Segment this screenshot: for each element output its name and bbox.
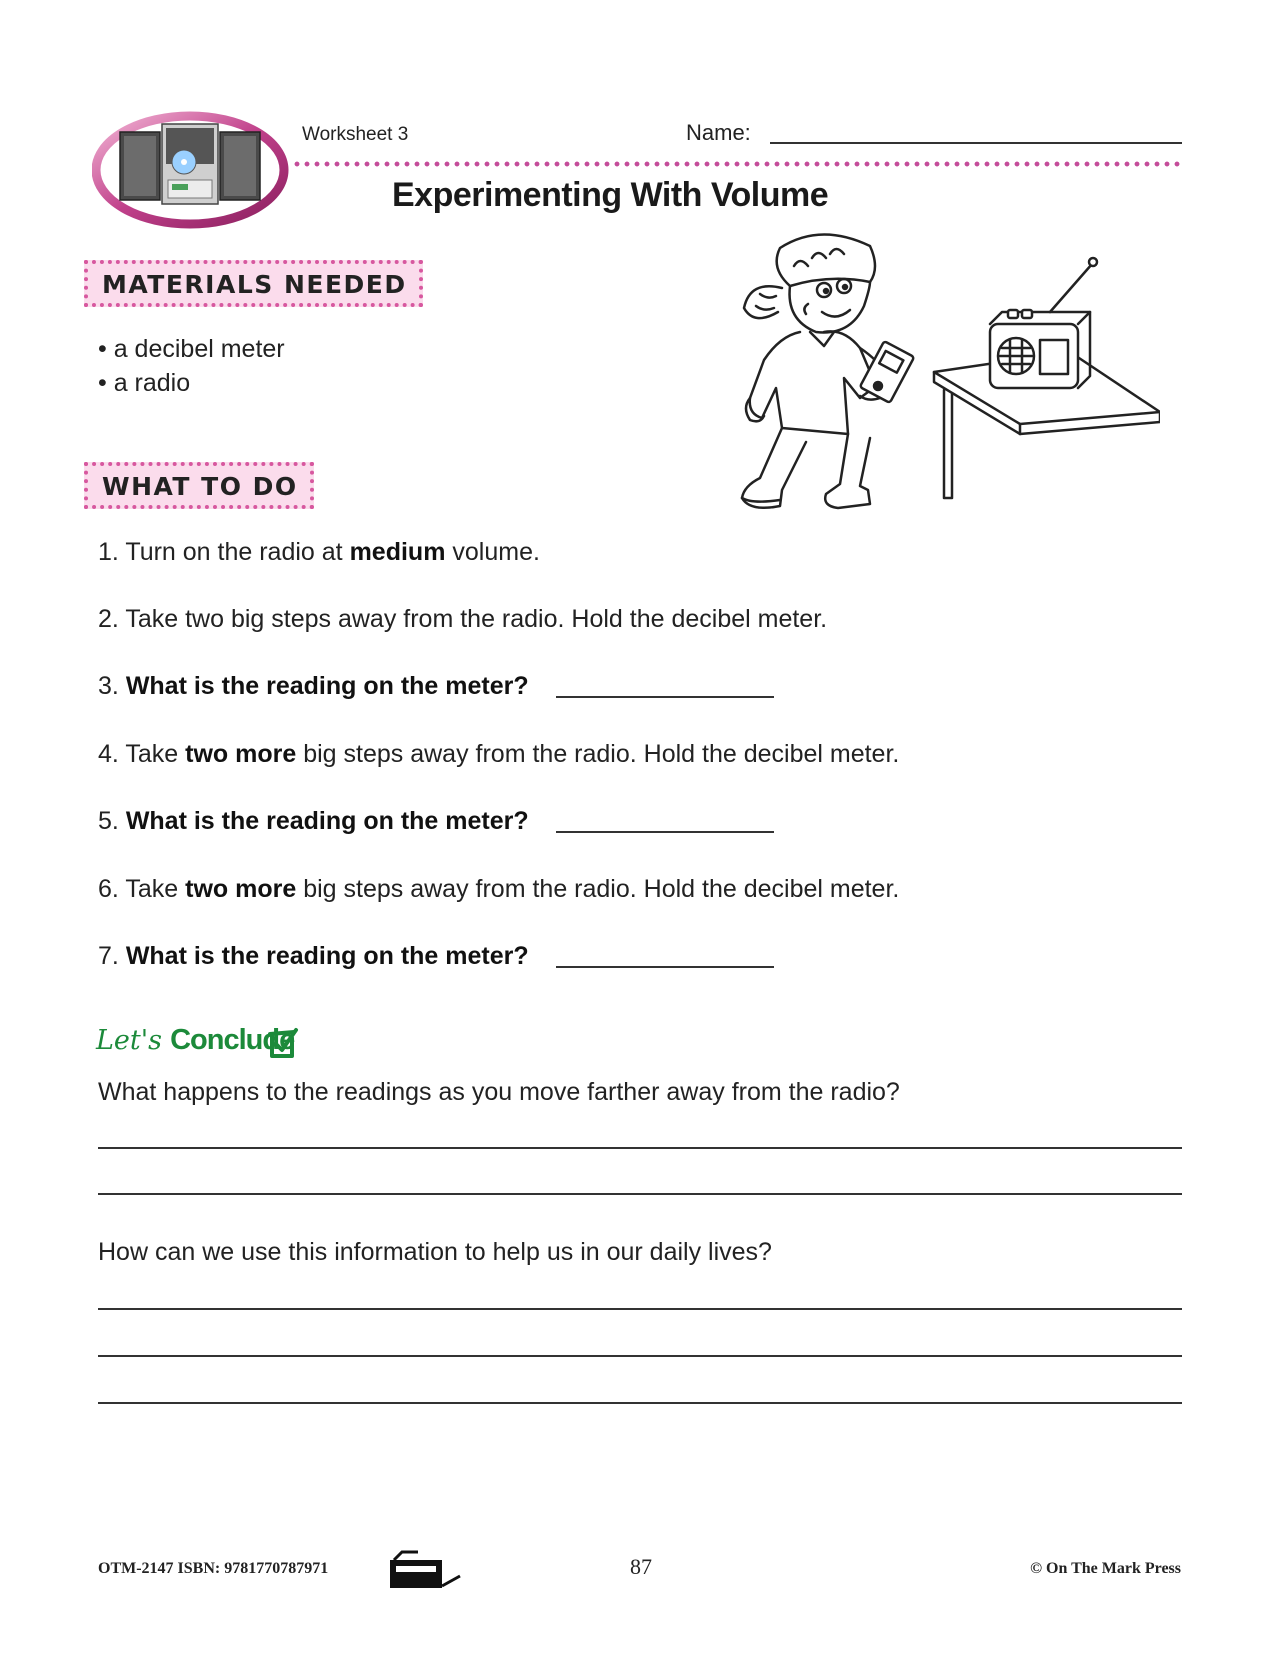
answer-line-q2-a[interactable] — [98, 1308, 1182, 1310]
answer-line-q1-a[interactable] — [98, 1147, 1182, 1149]
answer-line-q2-c[interactable] — [98, 1402, 1182, 1404]
answer-line-3[interactable] — [556, 695, 774, 698]
step-1: 1. Turn on the radio at medium volume. — [98, 538, 540, 566]
name-label: Name: — [686, 120, 751, 145]
step-6: 6. Take two more big steps away from the radio. Hold the decibel meter. — [98, 875, 900, 903]
what-to-do-heading: WHAT TO DO — [84, 462, 314, 509]
answer-line-5[interactable] — [556, 830, 774, 833]
stereo-badge-icon — [92, 110, 292, 230]
conclude-question-1: What happens to the readings as you move farther away from the radio? — [98, 1078, 900, 1106]
girl-with-decibel-meter-illustration — [720, 228, 1160, 550]
worksheet-label: Worksheet 3 — [302, 124, 409, 145]
answer-line-q2-b[interactable] — [98, 1355, 1182, 1357]
list-item: • a radio — [98, 369, 191, 397]
header-dotted-divider — [292, 160, 1184, 168]
name-input-line[interactable] — [770, 142, 1182, 144]
footer-publisher: © On The Mark Press — [1030, 1560, 1181, 1577]
lets-conclude-heading: Let's Conclude — [96, 1024, 295, 1056]
materials-heading: MATERIALS NEEDED — [84, 260, 423, 307]
page-number: 87 — [630, 1554, 652, 1579]
list-item: • a decibel meter — [98, 335, 285, 363]
step-4: 4. Take two more big steps away from the radio. Hold the decibel meter. — [98, 740, 900, 768]
step-7: 7. What is the reading on the meter? — [98, 942, 774, 971]
step-3: 3. What is the reading on the meter? — [98, 672, 774, 701]
page-title: Experimenting With Volume — [392, 176, 829, 214]
checkbox-check-icon — [266, 1026, 300, 1060]
materials-list — [98, 332, 285, 400]
step-2: 2. Take two big steps away from the radio. Hold the decibel meter. — [98, 605, 828, 633]
footer-code-isbn: OTM-2147 ISBN: 9781770787971 — [98, 1560, 329, 1577]
answer-line-7[interactable] — [556, 965, 774, 968]
step-5: 5. What is the reading on the meter? — [98, 807, 774, 836]
conclude-question-2: How can we use this information to help us in our daily lives? — [98, 1238, 772, 1266]
answer-line-q1-b[interactable] — [98, 1193, 1182, 1195]
radio-footer-icon — [388, 1550, 462, 1590]
